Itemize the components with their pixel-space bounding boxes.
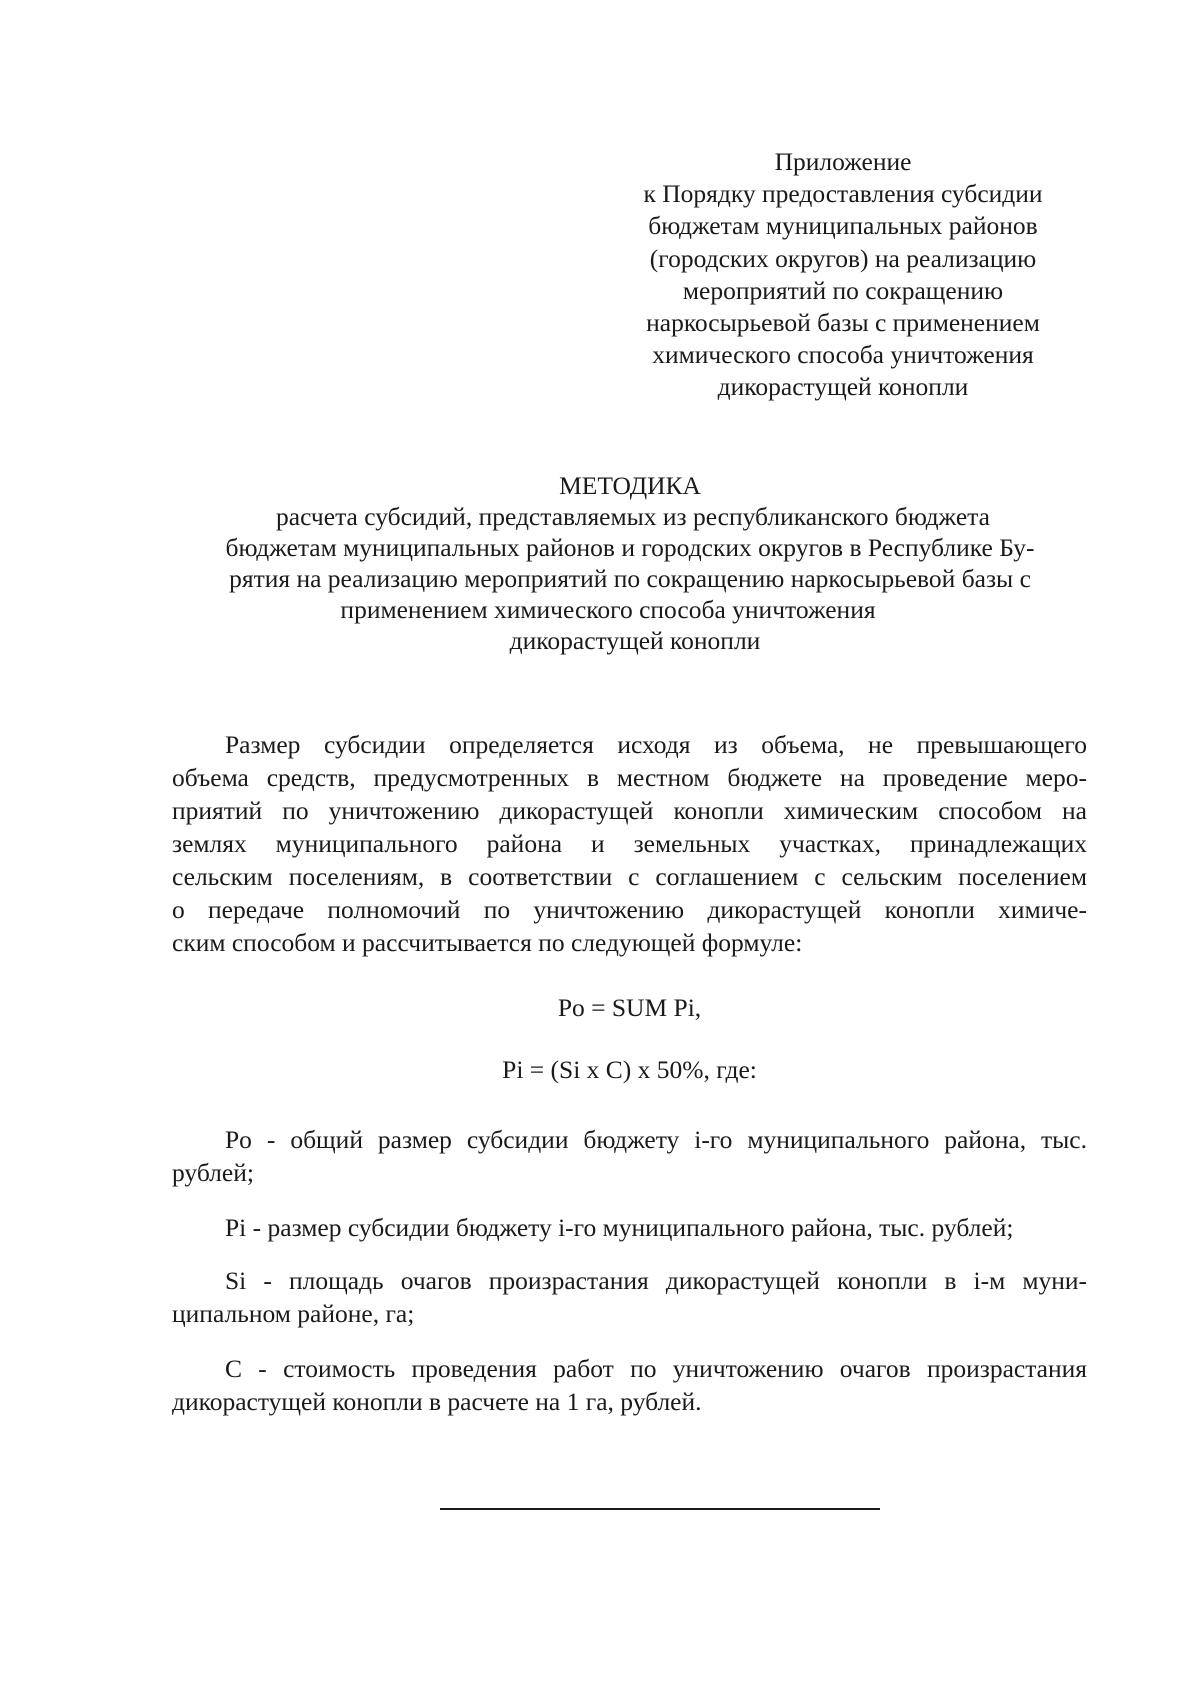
title-line: расчета субсидий, представляемых из республиканского бюджета	[276, 502, 990, 531]
definition-line: дикорастущей конопли в расчете на 1 га, рублей.	[172, 1387, 702, 1416]
appendix-line: дикорастущей конопли	[717, 372, 969, 402]
intro-paragraph	[172, 728, 1087, 959]
appendix-line: бюджетам муниципальных районов	[648, 211, 1038, 241]
definition-line: Si - площадь очагов произрастания дикорастущей конопли в i-м муни-	[225, 1266, 1087, 1295]
paragraph-line: приятий по уничтожению дикорастущей конопли химическим способом на	[172, 796, 1087, 825]
title-line: бюджетам муниципальных районов и городских округов в Республике Бу-	[225, 533, 1035, 562]
title-line: рятия на реализацию мероприятий по сокращению наркосырьевой базы с	[229, 564, 1031, 593]
definition-line: ципальном районе, га;	[172, 1299, 415, 1328]
definition-line: Po - общий размер субсидии бюджету i-го муниципального района, тыс.	[225, 1125, 1087, 1154]
paragraph-line: о передаче полномочий по уничтожению дикорастущей конопли химиче-	[172, 895, 1087, 924]
paragraph-line: ским способом и рассчитывается по следующей формуле:	[172, 928, 803, 957]
definition-c	[172, 1352, 1087, 1418]
definition-line: рублей;	[172, 1158, 254, 1187]
title-line: применением химического способа уничтожения	[340, 595, 876, 624]
paragraph-line: землях муниципального района и земельных участках, принадлежащих	[172, 829, 1087, 858]
title-heading: МЕТОДИКА	[559, 471, 701, 500]
appendix-header	[598, 146, 1088, 404]
paragraph-line: объема средств, предусмотренных в местном бюджете на проведение меро-	[172, 763, 1087, 792]
appendix-line: к Порядку предоставления субсидии	[643, 179, 1043, 209]
appendix-line: химического способа уничтожения	[652, 340, 1034, 370]
definition-po	[172, 1123, 1087, 1189]
appendix-line: (городских округов) на реализацию	[649, 243, 1037, 273]
appendix-line: наркосырьевой базы с применением	[646, 308, 1040, 338]
appendix-line: Приложение	[774, 147, 912, 176]
title-line: дикорастущей конопли	[509, 626, 761, 655]
definition-line: C - стоимость проведения работ по уничтожению очагов произрастания	[225, 1354, 1087, 1383]
definition-line: Pi - размер субсидии бюджету i-го муниципального района, тыс. рублей;	[225, 1213, 1014, 1242]
formula-total: Po = SUM Pi,	[557, 993, 702, 1022]
paragraph-line: сельским поселениям, в соответствии с соглашением с сельским поселением	[172, 862, 1087, 891]
appendix-line: мероприятий по сокращению	[682, 275, 1004, 305]
closing-rule	[440, 1508, 880, 1510]
definition-pi	[172, 1211, 1087, 1244]
definition-si	[172, 1264, 1087, 1330]
formula-item: Pi = (Si x C) x 50%, где:	[502, 1055, 757, 1084]
paragraph-line: Размер субсидии определяется исходя из объема, не превышающего	[225, 730, 1087, 759]
document-title	[170, 470, 1090, 656]
